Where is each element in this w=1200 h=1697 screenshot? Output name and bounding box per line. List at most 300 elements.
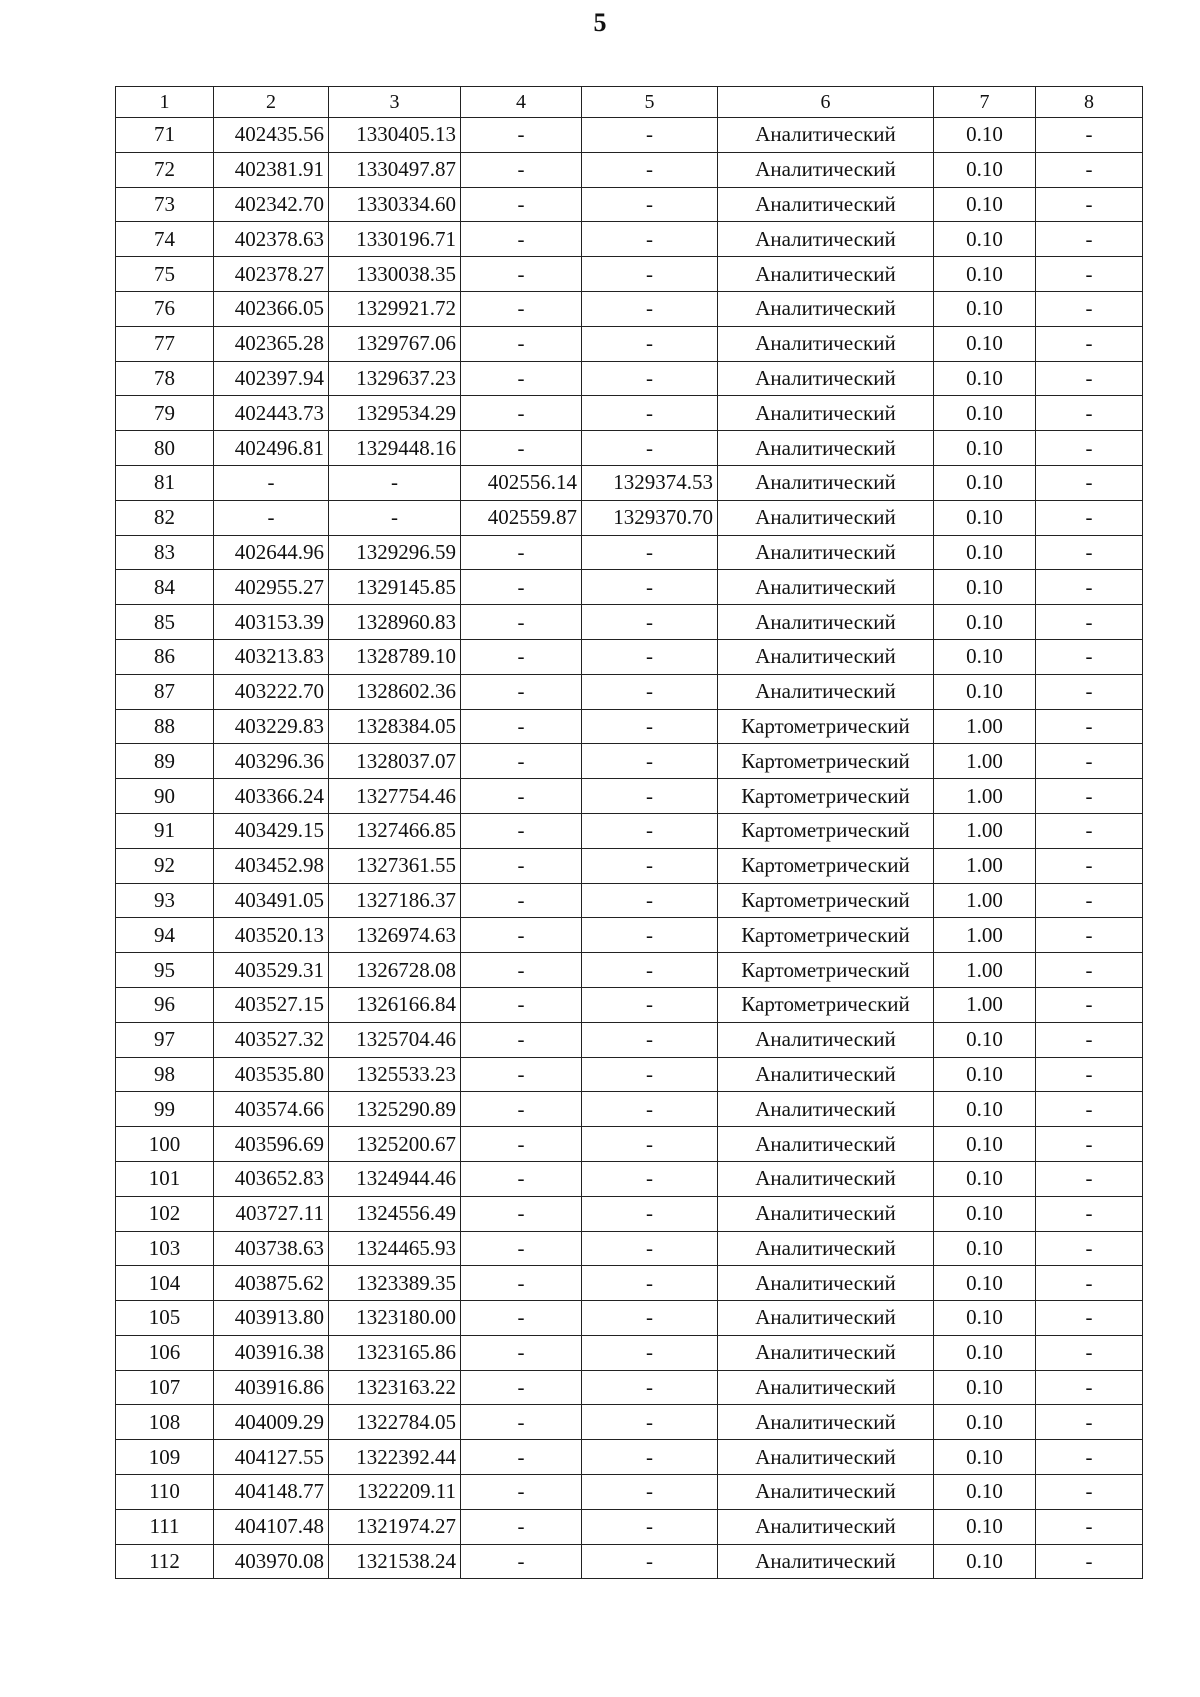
y-coordinate-cell: 1329921.72 (329, 291, 461, 326)
table-row (116, 987, 1143, 1022)
point-number-cell: 105 (116, 1301, 214, 1336)
x-alt-coordinate-cell: - (461, 987, 582, 1022)
y-coordinate-cell: 1322209.11 (329, 1475, 461, 1510)
x-coordinate-cell: 403738.63 (214, 1231, 329, 1266)
point-number-cell: 88 (116, 709, 214, 744)
y-coordinate-cell: 1329145.85 (329, 570, 461, 605)
method-cell: Аналитический (718, 500, 934, 535)
method-cell: Аналитический (718, 1405, 934, 1440)
table-row (116, 1022, 1143, 1057)
x-alt-coordinate-cell: - (461, 535, 582, 570)
method-cell: Аналитический (718, 326, 934, 361)
table-body (116, 118, 1143, 1579)
note-cell: - (1036, 813, 1143, 848)
note-cell: - (1036, 1057, 1143, 1092)
method-cell: Аналитический (718, 1231, 934, 1266)
accuracy-cell: 0.10 (934, 605, 1036, 640)
note-cell: - (1036, 639, 1143, 674)
note-cell: - (1036, 535, 1143, 570)
page-number: 5 (593, 8, 607, 37)
header-cell: 1 (116, 87, 214, 118)
note-cell: - (1036, 465, 1143, 500)
x-coordinate-cell: 403875.62 (214, 1266, 329, 1301)
method-cell: Картометрический (718, 848, 934, 883)
y-alt-coordinate-cell: - (582, 605, 718, 640)
x-alt-coordinate-cell: - (461, 1544, 582, 1579)
x-alt-coordinate-cell: - (461, 187, 582, 222)
note-cell: - (1036, 1440, 1143, 1475)
coordinates-table (115, 86, 1143, 1579)
note-cell: - (1036, 744, 1143, 779)
table-row (116, 1544, 1143, 1579)
note-cell: - (1036, 779, 1143, 814)
method-cell: Аналитический (718, 1370, 934, 1405)
point-number-cell: 104 (116, 1266, 214, 1301)
table-row (116, 709, 1143, 744)
x-alt-coordinate-cell: - (461, 118, 582, 153)
point-number-cell: 93 (116, 883, 214, 918)
y-coordinate-cell: 1327361.55 (329, 848, 461, 883)
table-row (116, 187, 1143, 222)
note-cell: - (1036, 291, 1143, 326)
x-coordinate-cell: 403222.70 (214, 674, 329, 709)
x-coordinate-cell: 403727.11 (214, 1196, 329, 1231)
accuracy-cell: 0.10 (934, 257, 1036, 292)
x-coordinate-cell: 403366.24 (214, 779, 329, 814)
x-alt-coordinate-cell: - (461, 779, 582, 814)
table-row (116, 570, 1143, 605)
note-cell: - (1036, 1022, 1143, 1057)
x-coordinate-cell: 402443.73 (214, 396, 329, 431)
method-cell: Аналитический (718, 1161, 934, 1196)
y-alt-coordinate-cell: - (582, 1022, 718, 1057)
accuracy-cell: 1.00 (934, 883, 1036, 918)
y-coordinate-cell: 1329448.16 (329, 431, 461, 466)
accuracy-cell: 1.00 (934, 987, 1036, 1022)
y-alt-coordinate-cell: - (582, 1335, 718, 1370)
header-cell: 4 (461, 87, 582, 118)
accuracy-cell: 0.10 (934, 361, 1036, 396)
y-coordinate-cell: - (329, 465, 461, 500)
x-coordinate-cell: 402342.70 (214, 187, 329, 222)
method-cell: Аналитический (718, 152, 934, 187)
accuracy-cell: 0.10 (934, 1127, 1036, 1162)
x-coordinate-cell: 403229.83 (214, 709, 329, 744)
table-row (116, 257, 1143, 292)
table-row (116, 639, 1143, 674)
table-row (116, 1370, 1143, 1405)
y-alt-coordinate-cell: - (582, 674, 718, 709)
x-coordinate-cell: 402365.28 (214, 326, 329, 361)
header-cell: 8 (1036, 87, 1143, 118)
accuracy-cell: 0.10 (934, 1196, 1036, 1231)
header-cell: 6 (718, 87, 934, 118)
accuracy-cell: 0.10 (934, 674, 1036, 709)
x-coordinate-cell: 404127.55 (214, 1440, 329, 1475)
x-alt-coordinate-cell: - (461, 1405, 582, 1440)
y-alt-coordinate-cell: - (582, 1231, 718, 1266)
x-alt-coordinate-cell: - (461, 1092, 582, 1127)
y-alt-coordinate-cell: - (582, 1196, 718, 1231)
note-cell: - (1036, 605, 1143, 640)
x-coordinate-cell: 403529.31 (214, 953, 329, 988)
method-cell: Аналитический (718, 605, 934, 640)
y-alt-coordinate-cell: - (582, 953, 718, 988)
x-coordinate-cell: 402378.63 (214, 222, 329, 257)
x-alt-coordinate-cell: - (461, 1127, 582, 1162)
y-alt-coordinate-cell: - (582, 1370, 718, 1405)
table-row (116, 326, 1143, 361)
x-coordinate-cell: 402496.81 (214, 431, 329, 466)
y-coordinate-cell: 1321538.24 (329, 1544, 461, 1579)
x-coordinate-cell: - (214, 500, 329, 535)
point-number-cell: 103 (116, 1231, 214, 1266)
note-cell: - (1036, 257, 1143, 292)
table-row (116, 465, 1143, 500)
accuracy-cell: 1.00 (934, 953, 1036, 988)
y-coordinate-cell: 1330405.13 (329, 118, 461, 153)
method-cell: Аналитический (718, 361, 934, 396)
accuracy-cell: 0.10 (934, 1475, 1036, 1510)
y-coordinate-cell: 1330497.87 (329, 152, 461, 187)
x-alt-coordinate-cell: - (461, 883, 582, 918)
table-row (116, 222, 1143, 257)
y-coordinate-cell: 1327754.46 (329, 779, 461, 814)
point-number-cell: 101 (116, 1161, 214, 1196)
point-number-cell: 112 (116, 1544, 214, 1579)
x-alt-coordinate-cell: - (461, 431, 582, 466)
note-cell: - (1036, 1301, 1143, 1336)
point-number-cell: 99 (116, 1092, 214, 1127)
x-alt-coordinate-cell: - (461, 570, 582, 605)
method-cell: Аналитический (718, 1196, 934, 1231)
point-number-cell: 96 (116, 987, 214, 1022)
x-alt-coordinate-cell: - (461, 709, 582, 744)
table-row (116, 813, 1143, 848)
y-coordinate-cell: - (329, 500, 461, 535)
note-cell: - (1036, 118, 1143, 153)
note-cell: - (1036, 152, 1143, 187)
accuracy-cell: 0.10 (934, 535, 1036, 570)
table-row (116, 1266, 1143, 1301)
table-row (116, 779, 1143, 814)
method-cell: Аналитический (718, 1335, 934, 1370)
y-coordinate-cell: 1330334.60 (329, 187, 461, 222)
note-cell: - (1036, 1405, 1143, 1440)
point-number-cell: 89 (116, 744, 214, 779)
method-cell: Аналитический (718, 1266, 934, 1301)
x-coordinate-cell: 404148.77 (214, 1475, 329, 1510)
method-cell: Аналитический (718, 1475, 934, 1510)
y-alt-coordinate-cell: - (582, 883, 718, 918)
x-coordinate-cell: 403913.80 (214, 1301, 329, 1336)
x-coordinate-cell: 403916.86 (214, 1370, 329, 1405)
x-alt-coordinate-cell: - (461, 1475, 582, 1510)
y-alt-coordinate-cell: - (582, 257, 718, 292)
accuracy-cell: 1.00 (934, 779, 1036, 814)
y-alt-coordinate-cell: - (582, 431, 718, 466)
header-cell: 3 (329, 87, 461, 118)
point-number-cell: 75 (116, 257, 214, 292)
y-alt-coordinate-cell: - (582, 326, 718, 361)
y-alt-coordinate-cell: - (582, 1301, 718, 1336)
y-alt-coordinate-cell: - (582, 361, 718, 396)
x-alt-coordinate-cell: - (461, 396, 582, 431)
method-cell: Аналитический (718, 639, 934, 674)
y-coordinate-cell: 1324944.46 (329, 1161, 461, 1196)
note-cell: - (1036, 674, 1143, 709)
y-coordinate-cell: 1328602.36 (329, 674, 461, 709)
y-alt-coordinate-cell: - (582, 291, 718, 326)
note-cell: - (1036, 187, 1143, 222)
x-coordinate-cell: - (214, 465, 329, 500)
x-coordinate-cell: 403452.98 (214, 848, 329, 883)
y-alt-coordinate-cell: - (582, 1092, 718, 1127)
note-cell: - (1036, 1127, 1143, 1162)
y-alt-coordinate-cell: - (582, 1405, 718, 1440)
accuracy-cell: 0.10 (934, 152, 1036, 187)
y-alt-coordinate-cell: - (582, 396, 718, 431)
note-cell: - (1036, 1370, 1143, 1405)
method-cell: Аналитический (718, 118, 934, 153)
method-cell: Аналитический (718, 1022, 934, 1057)
method-cell: Картометрический (718, 779, 934, 814)
point-number-cell: 72 (116, 152, 214, 187)
table-row (116, 1127, 1143, 1162)
x-alt-coordinate-cell: - (461, 639, 582, 674)
point-number-cell: 76 (116, 291, 214, 326)
accuracy-cell: 0.10 (934, 1022, 1036, 1057)
point-number-cell: 97 (116, 1022, 214, 1057)
x-alt-coordinate-cell: - (461, 1266, 582, 1301)
y-coordinate-cell: 1328037.07 (329, 744, 461, 779)
note-cell: - (1036, 361, 1143, 396)
method-cell: Аналитический (718, 396, 934, 431)
y-alt-coordinate-cell: - (582, 1266, 718, 1301)
note-cell: - (1036, 918, 1143, 953)
accuracy-cell: 1.00 (934, 918, 1036, 953)
note-cell: - (1036, 1475, 1143, 1510)
x-coordinate-cell: 403491.05 (214, 883, 329, 918)
y-alt-coordinate-cell: - (582, 639, 718, 674)
table-row (116, 1231, 1143, 1266)
y-coordinate-cell: 1325200.67 (329, 1127, 461, 1162)
method-cell: Аналитический (718, 257, 934, 292)
y-coordinate-cell: 1329637.23 (329, 361, 461, 396)
y-alt-coordinate-cell: - (582, 744, 718, 779)
accuracy-cell: 0.10 (934, 1231, 1036, 1266)
accuracy-cell: 0.10 (934, 1266, 1036, 1301)
y-coordinate-cell: 1326728.08 (329, 953, 461, 988)
method-cell: Аналитический (718, 1092, 934, 1127)
point-number-cell: 77 (116, 326, 214, 361)
note-cell: - (1036, 500, 1143, 535)
y-coordinate-cell: 1327466.85 (329, 813, 461, 848)
y-coordinate-cell: 1322784.05 (329, 1405, 461, 1440)
x-alt-coordinate-cell: - (461, 222, 582, 257)
point-number-cell: 91 (116, 813, 214, 848)
method-cell: Аналитический (718, 1440, 934, 1475)
y-coordinate-cell: 1329767.06 (329, 326, 461, 361)
y-alt-coordinate-cell: 1329370.70 (582, 500, 718, 535)
x-coordinate-cell: 402366.05 (214, 291, 329, 326)
x-coordinate-cell: 403527.32 (214, 1022, 329, 1057)
method-cell: Картометрический (718, 813, 934, 848)
accuracy-cell: 0.10 (934, 326, 1036, 361)
x-coordinate-cell: 403527.15 (214, 987, 329, 1022)
y-coordinate-cell: 1328384.05 (329, 709, 461, 744)
table-row (116, 535, 1143, 570)
point-number-cell: 71 (116, 118, 214, 153)
y-coordinate-cell: 1323180.00 (329, 1301, 461, 1336)
y-alt-coordinate-cell: - (582, 1127, 718, 1162)
table-row (116, 674, 1143, 709)
point-number-cell: 92 (116, 848, 214, 883)
table-row (116, 396, 1143, 431)
note-cell: - (1036, 222, 1143, 257)
x-coordinate-cell: 402955.27 (214, 570, 329, 605)
y-alt-coordinate-cell: - (582, 152, 718, 187)
y-alt-coordinate-cell: 1329374.53 (582, 465, 718, 500)
y-coordinate-cell: 1329534.29 (329, 396, 461, 431)
header-cell: 2 (214, 87, 329, 118)
method-cell: Аналитический (718, 222, 934, 257)
method-cell: Аналитический (718, 1509, 934, 1544)
accuracy-cell: 0.10 (934, 1335, 1036, 1370)
note-cell: - (1036, 953, 1143, 988)
note-cell: - (1036, 709, 1143, 744)
table-row (116, 1335, 1143, 1370)
accuracy-cell: 0.10 (934, 187, 1036, 222)
x-alt-coordinate-cell: - (461, 361, 582, 396)
x-alt-coordinate-cell: - (461, 1335, 582, 1370)
method-cell: Аналитический (718, 187, 934, 222)
table-header (116, 87, 1143, 118)
point-number-cell: 73 (116, 187, 214, 222)
note-cell: - (1036, 326, 1143, 361)
y-alt-coordinate-cell: - (582, 118, 718, 153)
table-row (116, 1475, 1143, 1510)
x-alt-coordinate-cell: - (461, 1440, 582, 1475)
point-number-cell: 107 (116, 1370, 214, 1405)
y-alt-coordinate-cell: - (582, 918, 718, 953)
accuracy-cell: 0.10 (934, 291, 1036, 326)
note-cell: - (1036, 570, 1143, 605)
y-coordinate-cell: 1329296.59 (329, 535, 461, 570)
table-row (116, 848, 1143, 883)
note-cell: - (1036, 1509, 1143, 1544)
x-alt-coordinate-cell: - (461, 1509, 582, 1544)
y-coordinate-cell: 1325533.23 (329, 1057, 461, 1092)
x-coordinate-cell: 402397.94 (214, 361, 329, 396)
table-row (116, 500, 1143, 535)
x-alt-coordinate-cell: - (461, 1057, 582, 1092)
y-coordinate-cell: 1328960.83 (329, 605, 461, 640)
y-alt-coordinate-cell: - (582, 1161, 718, 1196)
point-number-cell: 82 (116, 500, 214, 535)
accuracy-cell: 1.00 (934, 848, 1036, 883)
y-coordinate-cell: 1327186.37 (329, 883, 461, 918)
table-row (116, 1509, 1143, 1544)
x-coordinate-cell: 402644.96 (214, 535, 329, 570)
header-cell: 5 (582, 87, 718, 118)
table-row (116, 953, 1143, 988)
y-coordinate-cell: 1326166.84 (329, 987, 461, 1022)
note-cell: - (1036, 1544, 1143, 1579)
note-cell: - (1036, 1266, 1143, 1301)
method-cell: Картометрический (718, 918, 934, 953)
point-number-cell: 110 (116, 1475, 214, 1510)
y-alt-coordinate-cell: - (582, 813, 718, 848)
x-alt-coordinate-cell: - (461, 1196, 582, 1231)
point-number-cell: 102 (116, 1196, 214, 1231)
y-alt-coordinate-cell: - (582, 848, 718, 883)
note-cell: - (1036, 1335, 1143, 1370)
accuracy-cell: 0.10 (934, 431, 1036, 466)
note-cell: - (1036, 1092, 1143, 1127)
method-cell: Картометрический (718, 953, 934, 988)
method-cell: Аналитический (718, 1544, 934, 1579)
point-number-cell: 98 (116, 1057, 214, 1092)
y-coordinate-cell: 1324465.93 (329, 1231, 461, 1266)
accuracy-cell: 0.10 (934, 1440, 1036, 1475)
table-row (116, 1057, 1143, 1092)
note-cell: - (1036, 848, 1143, 883)
accuracy-cell: 1.00 (934, 744, 1036, 779)
table-row (116, 1092, 1143, 1127)
x-coordinate-cell: 403520.13 (214, 918, 329, 953)
y-alt-coordinate-cell: - (582, 187, 718, 222)
point-number-cell: 79 (116, 396, 214, 431)
accuracy-cell: 0.10 (934, 465, 1036, 500)
y-coordinate-cell: 1330038.35 (329, 257, 461, 292)
x-alt-coordinate-cell: - (461, 257, 582, 292)
accuracy-cell: 0.10 (934, 1057, 1036, 1092)
point-number-cell: 95 (116, 953, 214, 988)
y-coordinate-cell: 1323389.35 (329, 1266, 461, 1301)
point-number-cell: 106 (116, 1335, 214, 1370)
table-header-row (116, 87, 1143, 118)
x-alt-coordinate-cell: 402556.14 (461, 465, 582, 500)
y-coordinate-cell: 1325290.89 (329, 1092, 461, 1127)
x-coordinate-cell: 403429.15 (214, 813, 329, 848)
accuracy-cell: 0.10 (934, 1544, 1036, 1579)
x-coordinate-cell: 403296.36 (214, 744, 329, 779)
point-number-cell: 100 (116, 1127, 214, 1162)
accuracy-cell: 0.10 (934, 570, 1036, 605)
x-coordinate-cell: 402378.27 (214, 257, 329, 292)
method-cell: Аналитический (718, 465, 934, 500)
y-coordinate-cell: 1330196.71 (329, 222, 461, 257)
y-alt-coordinate-cell: - (582, 1544, 718, 1579)
point-number-cell: 87 (116, 674, 214, 709)
x-coordinate-cell: 404009.29 (214, 1405, 329, 1440)
x-alt-coordinate-cell: 402559.87 (461, 500, 582, 535)
table-row (116, 744, 1143, 779)
x-alt-coordinate-cell: - (461, 1022, 582, 1057)
method-cell: Картометрический (718, 709, 934, 744)
y-alt-coordinate-cell: - (582, 987, 718, 1022)
y-coordinate-cell: 1325704.46 (329, 1022, 461, 1057)
accuracy-cell: 0.10 (934, 1405, 1036, 1440)
x-coordinate-cell: 403153.39 (214, 605, 329, 640)
x-alt-coordinate-cell: - (461, 291, 582, 326)
table-row (116, 1405, 1143, 1440)
y-alt-coordinate-cell: - (582, 1475, 718, 1510)
method-cell: Аналитический (718, 431, 934, 466)
y-coordinate-cell: 1322392.44 (329, 1440, 461, 1475)
method-cell: Аналитический (718, 1301, 934, 1336)
